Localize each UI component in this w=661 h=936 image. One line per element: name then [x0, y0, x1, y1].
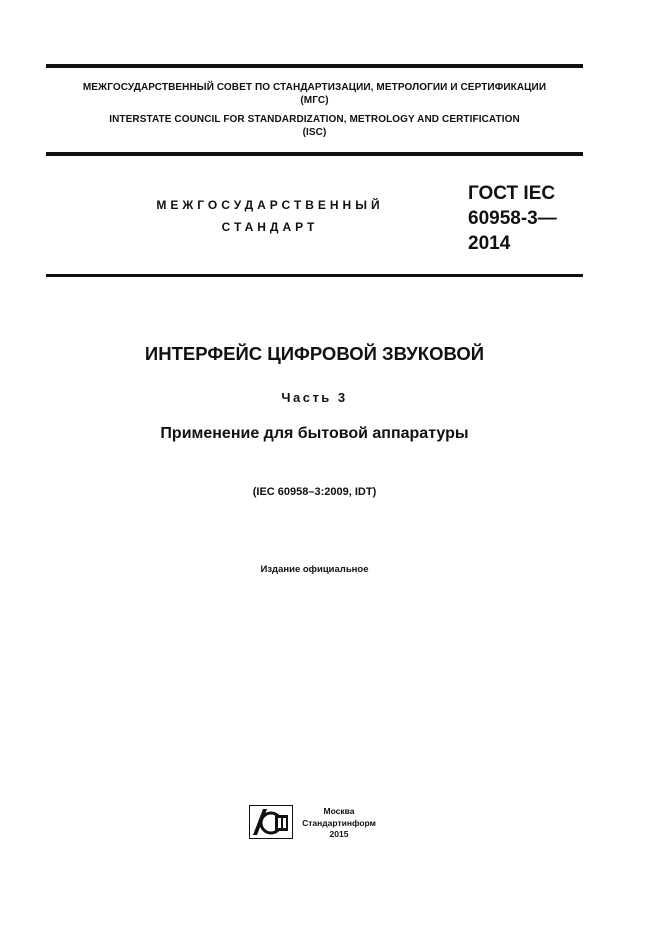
- designation-line3: 2014: [468, 233, 511, 254]
- top-rule: [46, 64, 583, 68]
- document-title: ИНТЕРФЕЙС ЦИФРОВОЙ ЗВУКОВОЙ: [144, 343, 485, 364]
- council-abbr-en: (ISC): [302, 127, 327, 138]
- publisher-info: [299, 806, 379, 841]
- designation-line2: 60958-3—: [468, 208, 557, 229]
- standartinform-logo-icon: [249, 805, 293, 839]
- council-name-en: INTERSTATE COUNCIL FOR STANDARDIZATION, METROLOGY AND CERTIFICATION: [109, 114, 520, 125]
- publisher-year: 2015: [329, 829, 349, 839]
- standard-designation: [468, 181, 598, 256]
- designation-rule: [46, 274, 583, 277]
- document-subtitle: Применение для бытовой аппаратуры: [160, 425, 469, 442]
- publisher-name: Стандартинформ: [302, 817, 376, 828]
- document-part: Часть 3: [281, 390, 348, 405]
- standard-kind-line1: МЕЖГОСУДАРСТВЕННЫЙ: [156, 198, 384, 212]
- council-name-ru: МЕЖГОСУДАРСТВЕННЫЙ СОВЕТ ПО СТАНДАРТИЗАЦИИ, МЕТРОЛОГИИ И СЕРТИФИКАЦИИ: [82, 82, 547, 93]
- iec-reference: (IEC 60958–3:2009, IDT): [252, 486, 377, 498]
- publisher-city: Москва: [323, 806, 355, 816]
- council-abbr-ru: (МГС): [300, 95, 329, 106]
- standard-kind: [100, 194, 440, 238]
- designation-line1: ГОСТ IEC: [468, 183, 556, 204]
- edition-label: Издание официальное: [260, 564, 369, 575]
- standard-kind-line2: СТАНДАРТ: [221, 220, 319, 234]
- header-rule: [46, 152, 583, 156]
